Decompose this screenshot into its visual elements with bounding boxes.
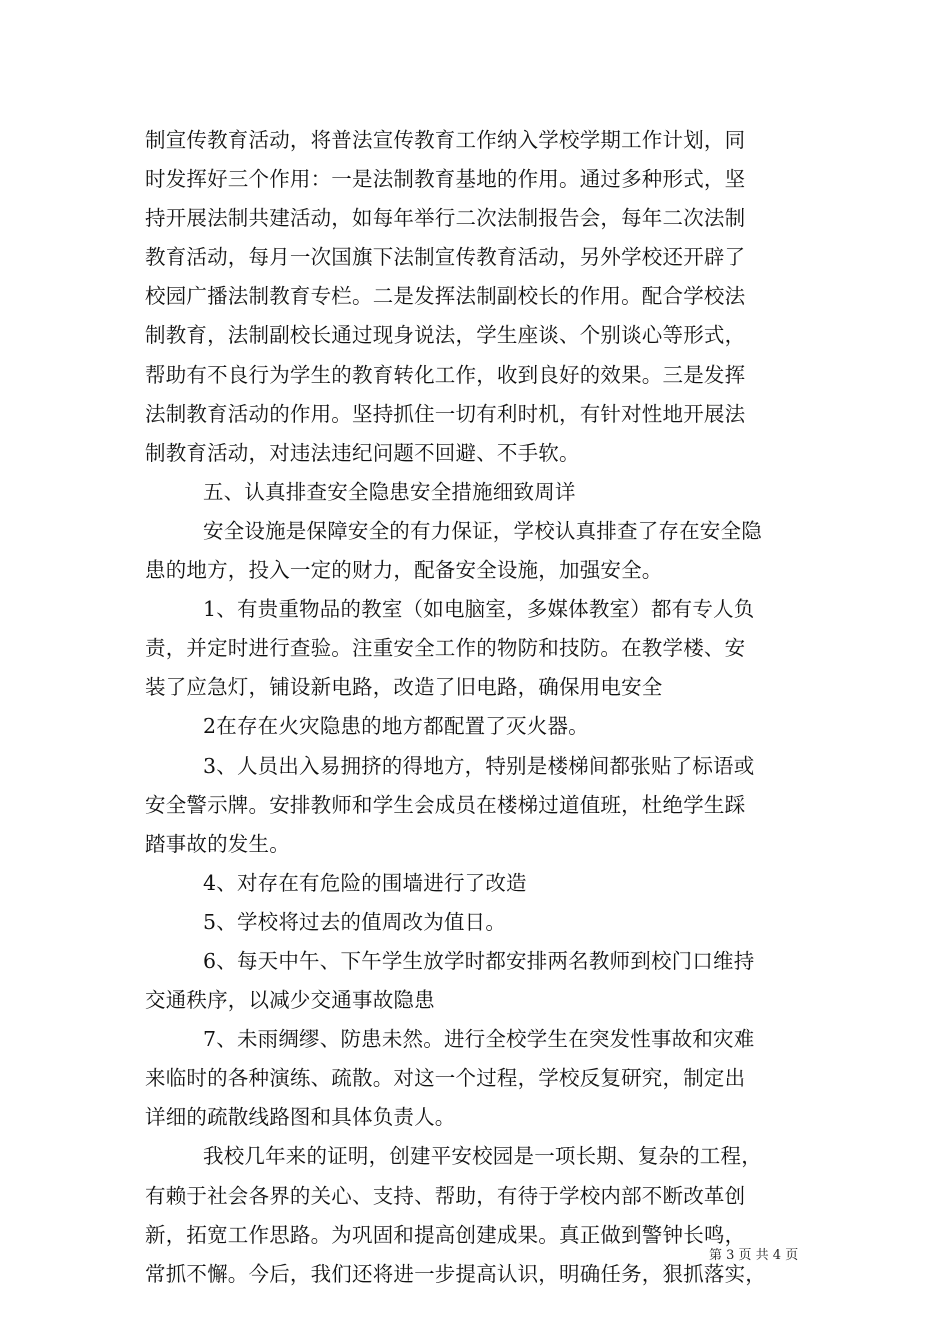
text-line: 责，并定时进行查验。注重安全工作的物防和技防。在教学楼、安 bbox=[145, 636, 746, 661]
text-line: 帮助有不良行为学生的教育转化工作，收到良好的效果。三是发挥 bbox=[145, 362, 746, 387]
text-line: 五、认真排查安全隐患安全措施细致周详 bbox=[203, 479, 576, 504]
text-line: 7、未雨绸缪、防患未然。进行全校学生在突发性事故和灾难 bbox=[203, 1027, 755, 1052]
text-line: 患的地方，投入一定的财力，配备安全设施，加强安全。 bbox=[145, 558, 663, 583]
text-line: 5、学校将过去的值周改为值日。 bbox=[203, 909, 507, 934]
text-line: 新，拓宽工作思路。为巩固和提高创建成果。真正做到警钟长鸣， bbox=[145, 1222, 746, 1247]
text-line: 制教育活动，对违法违纪问题不回避、不手软。 bbox=[145, 440, 580, 465]
text-line: 1、有贵重物品的教室（如电脑室，多媒体教室）都有专人负 bbox=[203, 597, 755, 622]
text-line: 制宣传教育活动，将普法宣传教育工作纳入学校学期工作计划，同 bbox=[145, 128, 746, 152]
text-line: 4、对存在有危险的围墙进行了改造 bbox=[203, 870, 527, 895]
text-line: 3、人员出入易拥挤的得地方，特别是楼梯间都张贴了标语或 bbox=[203, 753, 755, 778]
text-line: 详细的疏散线路图和具体负责人。 bbox=[145, 1105, 456, 1130]
text-line: 法制教育活动的作用。坚持抓住一切有利时机，有针对性地开展法 bbox=[145, 401, 746, 426]
text-line: 有赖于社会各界的关心、支持、帮助，有待于学校内部不断改革创 bbox=[145, 1183, 746, 1208]
text-line: 教育活动，每月一次国旗下法制宣传教育活动，另外学校还开辟了 bbox=[145, 245, 746, 270]
text-line: 2在存在火灾隐患的地方都配置了灭火器。 bbox=[203, 714, 589, 739]
text-line: 来临时的各种演练、疏散。对这一个过程，学校反复研究，制定出 bbox=[145, 1066, 746, 1091]
body-text bbox=[145, 121, 815, 1294]
text-line: 交通秩序，以减少交通事故隐患 bbox=[145, 988, 435, 1013]
text-line: 时发挥好三个作用：一是法制教育基地的作用。通过多种形式，坚 bbox=[145, 167, 746, 192]
text-line: 安全警示牌。安排教师和学生会成员在楼梯过道值班，杜绝学生踩 bbox=[145, 792, 746, 817]
text-line: 持开展法制共建活动，如每年举行二次法制报告会，每年二次法制 bbox=[145, 206, 746, 231]
text-line: 踏事故的发生。 bbox=[145, 831, 290, 856]
page-number-footer: 第 3 页 共 4 页 bbox=[709, 1248, 799, 1263]
text-line: 安全设施是保障安全的有力保证，学校认真排查了存在安全隐 bbox=[203, 518, 762, 543]
text-line: 装了应急灯，铺设新电路，改造了旧电路，确保用电安全 bbox=[145, 675, 663, 700]
text-line: 制教育，法制副校长通过现身说法，学生座谈、个别谈心等形式， bbox=[145, 323, 746, 348]
text-line: 6、每天中午、下午学生放学时都安排两名教师到校门口维持 bbox=[203, 948, 755, 973]
text-line: 我校几年来的证明，创建平安校园是一项长期、复杂的工程， bbox=[203, 1144, 762, 1169]
text-line: 校园广播法制教育专栏。二是发挥法制副校长的作用。配合学校法 bbox=[145, 284, 746, 309]
text-line: 常抓不懈。今后，我们还将进一步提高认识，明确任务，狠抓落实， bbox=[145, 1261, 766, 1286]
